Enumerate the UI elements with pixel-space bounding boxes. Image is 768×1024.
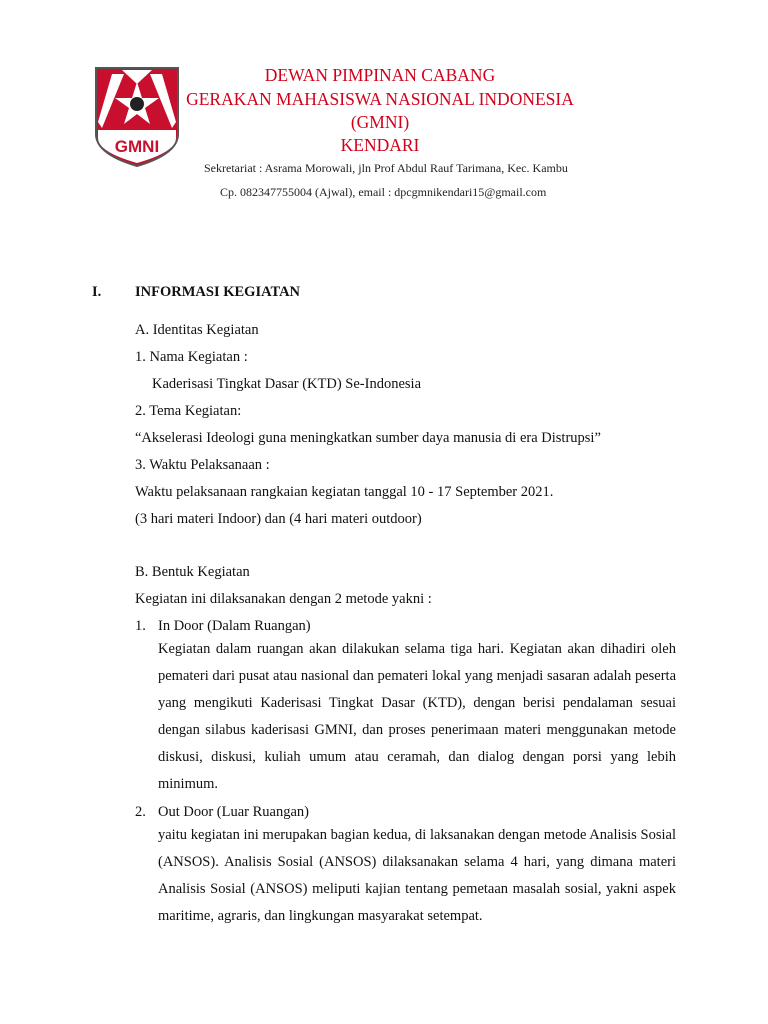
tema-value: “Akselerasi Ideologi guna meningkatkan sumber daya manusia di era Distrupsi” [135,430,601,446]
item-1-num: 1. [135,618,146,634]
item-1-body: Kegiatan dalam ruangan akan dilakukan selama tiga hari. Kegiatan akan dihadiri oleh pemateri dari pusat atau nasional dan pemateri lokal yang menjadi sasaran adalah peserta yang mengikuti Kaderisasi Tingkat Dasar (KTD), dengan berisi pendalaman sesuai dengan silabus kaderisasi GMNI, dan proses penerimaan materi menggunakan metode diskusi, diskusi, kuliah umum atau ceramah, dan dialog dengan porsi yang lebih minimum. [158,641,676,792]
org-line-3: (GMNI) [350,112,410,132]
org-line-2: GERAKAN MAHASISWA NASIONAL INDONESIA [186,89,574,109]
item-2-title: Out Door (Luar Ruangan) [158,804,309,820]
item-2-num: 2. [135,804,146,820]
logo-text: GMNI [114,137,160,156]
section-numeral: I. [92,284,102,300]
item-1-title: In Door (Dalam Ruangan) [158,618,311,634]
waktu-value-2: (3 hari materi Indoor) dan (4 hari materi outdoor) [135,511,422,527]
address-line: Sekretariat : Asrama Morowali, jln Prof Abdul Rauf Tarimana, Kec. Kambu [204,161,568,175]
contact-line: Cp. 082347755004 (Ajwal), email : dpcgmnikendari15@gmail.com [220,185,547,199]
org-line-1: DEWAN PIMPINAN CABANG [264,65,496,85]
nama-label: 1. Nama Kegiatan : [135,349,248,365]
waktu-label: 3. Waktu Pelaksanaan : [135,457,270,473]
org-line-4: KENDARI [340,135,420,155]
bentuk-heading: B. Bentuk Kegiatan [135,564,250,580]
section-title: INFORMASI KEGIATAN [135,284,301,300]
identitas-heading: A. Identitas Kegiatan [135,322,259,338]
tema-label: 2. Tema Kegiatan: [135,403,242,419]
nama-value: Kaderisasi Tingkat Dasar (KTD) Se-Indonesia [152,376,422,392]
waktu-value-1: Waktu pelaksanaan rangkaian kegiatan tanggal 10 - 17 September 2021. [135,484,554,500]
item-2-body: yaitu kegiatan ini merupakan bagian kedua, di laksanakan dengan metode Analisis Sosial (ANSOS). Analisis Sosial (ANSOS) dilaksanakan selama 4 hari, yang dimana materi Analisis Sosial (ANSOS) meliputi kajian tentang pemetaan masalah sosial, yakni aspek maritime, agraris, dan lingkungan masyarakat setempat. [158,827,676,924]
bentuk-intro: Kegiatan ini dilaksanakan dengan 2 metode yakni : [135,591,432,607]
gmni-logo [92,64,182,170]
